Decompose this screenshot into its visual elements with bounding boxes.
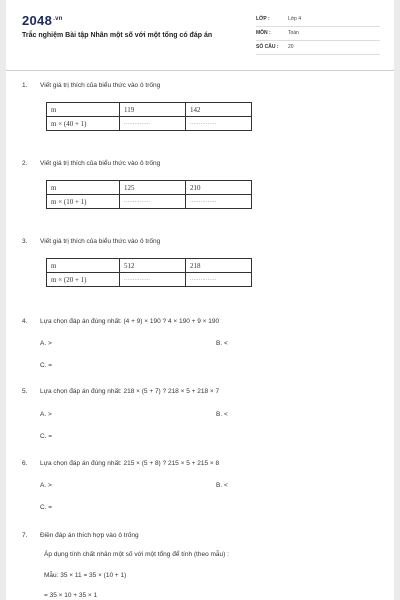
meta-subject-value: Toán xyxy=(288,30,299,36)
worksheet-title: Trắc nghiệm Bài tập Nhân một số với một tổng có đáp án xyxy=(22,32,213,39)
table-cell: 125 xyxy=(120,181,186,195)
table-cell: m xyxy=(47,181,120,195)
question-number: 7. xyxy=(22,532,28,539)
example-line: = 35 × 10 + 35 × 1 xyxy=(44,592,98,599)
answer-blank[interactable]: …………… xyxy=(120,273,186,287)
question-number: 6. xyxy=(22,460,28,467)
question-text: Viết giá trị thích của biểu thức vào ô trống xyxy=(40,82,161,89)
meta-subject-row xyxy=(256,26,380,41)
meta-class-label: LỚP : xyxy=(256,16,270,22)
table-row xyxy=(47,181,252,195)
table-row xyxy=(47,195,252,209)
table-cell: m × (40 + 1) xyxy=(47,117,120,131)
answer-blank[interactable]: …………… xyxy=(186,273,252,287)
worksheet-page xyxy=(6,0,394,600)
answer-blank[interactable]: …………… xyxy=(186,195,252,209)
site-logo[interactable]: $2048^{.vn}$ xyxy=(22,13,63,28)
question-text: Lựa chọn đáp án đúng nhất: 215 × (5 + 8) ? 215 × 5 + 215 × 8 xyxy=(40,460,220,467)
question-number: 4. xyxy=(22,318,28,325)
option-b[interactable]: B. < xyxy=(216,340,228,347)
question-text: Viết giá trị thích của biểu thức vào ô trống xyxy=(40,160,161,167)
worksheet-header xyxy=(6,0,394,71)
question-number: 1. xyxy=(22,82,28,89)
question-number: 3. xyxy=(22,238,28,245)
meta-class-row xyxy=(256,12,380,27)
table-row xyxy=(47,103,252,117)
question-3-table xyxy=(46,258,252,287)
table-cell: 512 xyxy=(120,259,186,273)
answer-blank[interactable]: …………… xyxy=(120,195,186,209)
meta-count-value: 20 xyxy=(288,44,294,50)
table-row xyxy=(47,259,252,273)
table-cell: m × (10 + 1) xyxy=(47,195,120,209)
table-row xyxy=(47,117,252,131)
table-row xyxy=(47,273,252,287)
option-b[interactable]: B. < xyxy=(216,411,228,418)
option-c[interactable]: C. = xyxy=(40,433,53,440)
meta-class-value: Lớp 4 xyxy=(288,16,302,22)
answer-blank[interactable]: …………… xyxy=(120,117,186,131)
meta-count-label: SỐ CÂU : xyxy=(256,44,279,50)
meta-count-row xyxy=(256,40,380,55)
table-cell: m × (20 + 1) xyxy=(47,273,120,287)
table-cell: 142 xyxy=(186,103,252,117)
question-text: Điền đáp án thích hợp vào ô trống xyxy=(40,532,139,539)
question-2-table xyxy=(46,180,252,209)
table-cell: m xyxy=(47,259,120,273)
option-a[interactable]: A. > xyxy=(40,411,52,418)
instruction-line: Áp dụng tính chất nhân một số với một tổng để tính (theo mẫu) : xyxy=(44,551,229,558)
question-text: Viết giá trị thích của biểu thức vào ô trống xyxy=(40,238,161,245)
option-b[interactable]: B. < xyxy=(216,482,228,489)
question-number: 5. xyxy=(22,388,28,395)
table-cell: 210 xyxy=(186,181,252,195)
question-text: Lựa chọn đáp án đúng nhất: (4 + 9) × 190 ? 4 × 190 + 9 × 190 xyxy=(40,318,220,325)
option-a[interactable]: A. > xyxy=(40,340,52,347)
table-cell: 119 xyxy=(120,103,186,117)
table-cell: 218 xyxy=(186,259,252,273)
option-c[interactable]: C. = xyxy=(40,504,53,511)
meta-subject-label: MÔN : xyxy=(256,30,271,36)
answer-blank[interactable]: …………… xyxy=(186,117,252,131)
question-1-table xyxy=(46,102,252,131)
table-cell: m xyxy=(47,103,120,117)
example-line: Mẫu: 35 × 11 = 35 × (10 + 1) xyxy=(44,572,127,579)
question-text: Lựa chọn đáp án đúng nhất: 218 × (5 + 7) ? 218 × 5 + 218 × 7 xyxy=(40,388,220,395)
option-a[interactable]: A. > xyxy=(40,482,52,489)
option-c[interactable]: C. = xyxy=(40,362,53,369)
question-number: 2. xyxy=(22,160,28,167)
